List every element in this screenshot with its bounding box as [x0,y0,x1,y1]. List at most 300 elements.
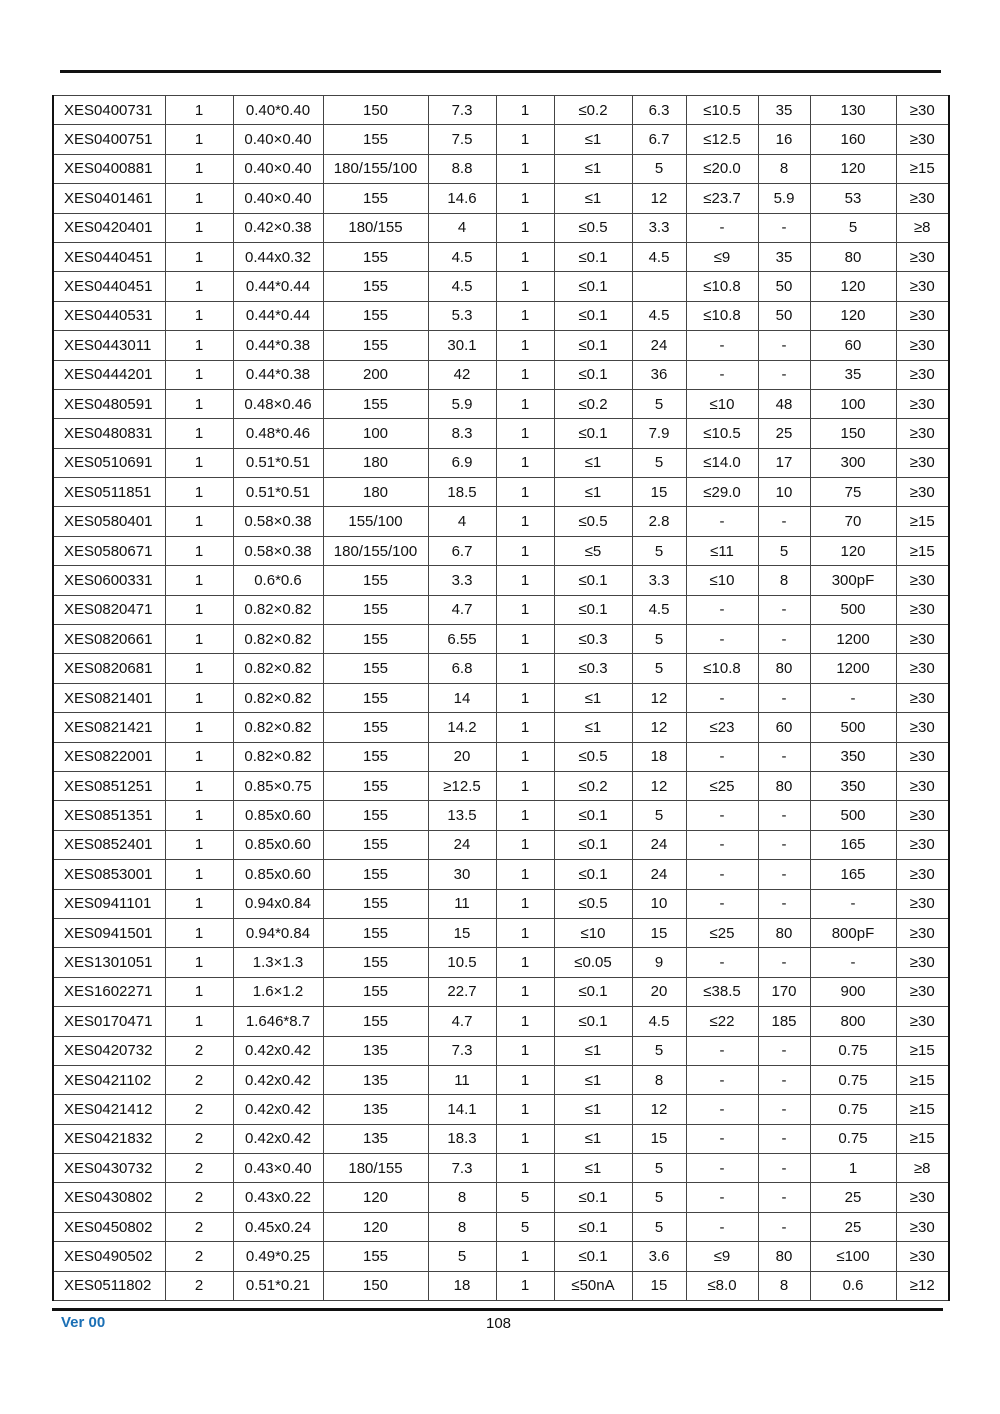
table-cell: ≥15 [896,154,949,183]
table-cell: - [758,1212,810,1241]
part-number-cell: XES0600331 [53,566,165,595]
part-number-cell: XES1301051 [53,948,165,977]
table-cell: 180 [323,478,428,507]
table-cell: 155 [323,683,428,712]
table-cell: 0.82×0.82 [233,654,323,683]
table-cell: - [758,742,810,771]
table-cell: 24 [632,830,686,859]
table-row [53,154,949,183]
table-cell: 4.7 [428,1007,496,1036]
table-cell: ≥30 [896,389,949,418]
table-cell: 120 [810,272,896,301]
table-cell: 5 [632,389,686,418]
table-row [53,301,949,330]
table-cell: 5 [810,213,896,242]
table-cell: ≥30 [896,272,949,301]
table-cell: ≤10.8 [686,272,758,301]
table-cell: 0.40×0.40 [233,184,323,213]
table-cell: 180/155/100 [323,536,428,565]
table-cell: 0.44*0.44 [233,301,323,330]
table-cell: ≤1 [554,1095,632,1124]
table-cell: 20 [632,977,686,1006]
table-cell: ≥15 [896,1036,949,1065]
table-cell: 0.85×0.75 [233,771,323,800]
table-row [53,389,949,418]
table-row [53,889,949,918]
table-row [53,654,949,683]
table-cell: 22.7 [428,977,496,1006]
table-cell: 0.45x0.24 [233,1212,323,1241]
table-cell: - [686,1095,758,1124]
table-cell: 155 [323,242,428,271]
table-cell: ≥30 [896,1212,949,1241]
part-number-cell: XES0421412 [53,1095,165,1124]
table-cell: 100 [323,419,428,448]
table-cell: 0.43×0.40 [233,1154,323,1183]
table-cell: ≥30 [896,625,949,654]
table-cell: 1 [165,301,233,330]
table-cell: ≤0.2 [554,96,632,125]
table-row [53,331,949,360]
table-cell: ≤0.1 [554,830,632,859]
table-cell: 120 [323,1212,428,1241]
table-cell: 120 [810,536,896,565]
table-cell: 155 [323,301,428,330]
table-cell: 300pF [810,566,896,595]
table-cell: - [758,860,810,889]
table-cell: ≤0.5 [554,213,632,242]
table-cell: 1 [496,654,554,683]
table-cell: 30 [428,860,496,889]
table-cell: 24 [428,830,496,859]
table-cell: 155 [323,595,428,624]
part-number-cell: XES0853001 [53,860,165,889]
table-cell: 1 [165,331,233,360]
table-cell: 8 [758,154,810,183]
table-cell: 0.85x0.60 [233,801,323,830]
table-cell: ≥30 [896,977,949,1006]
table-cell: 1 [496,184,554,213]
table-cell: 0.85x0.60 [233,860,323,889]
table-cell: ≥30 [896,566,949,595]
table-cell: ≤1 [554,184,632,213]
table-cell: ≥30 [896,125,949,154]
part-number-cell: XES0440451 [53,242,165,271]
part-number-cell: XES0420401 [53,213,165,242]
table-cell: 24 [632,331,686,360]
table-cell: 1 [496,713,554,742]
table-cell: ≥30 [896,713,949,742]
table-cell: 180/155/100 [323,154,428,183]
table-cell: - [686,948,758,977]
spec-table-body [53,96,949,1301]
table-cell: 900 [810,977,896,1006]
table-cell: 155 [323,977,428,1006]
table-cell: 10.5 [428,948,496,977]
table-cell: 16 [758,125,810,154]
table-cell: ≥12.5 [428,771,496,800]
table-cell: 1 [496,977,554,1006]
table-cell: ≥30 [896,242,949,271]
part-number-cell: XES0480831 [53,419,165,448]
table-cell: 5 [632,536,686,565]
table-cell: 4.5 [632,595,686,624]
table-cell: 1 [165,448,233,477]
table-cell: 1 [165,360,233,389]
table-cell: 60 [810,331,896,360]
table-cell: ≥30 [896,595,949,624]
table-cell: 18.3 [428,1124,496,1153]
table-cell: 2 [165,1154,233,1183]
table-cell: 155 [323,331,428,360]
table-cell: 1 [165,96,233,125]
part-number-cell: XES0444201 [53,360,165,389]
part-number-cell: XES0480591 [53,389,165,418]
table-cell: ≤0.2 [554,389,632,418]
table-row [53,184,949,213]
table-cell: 1 [496,625,554,654]
table-cell: 0.42×0.38 [233,213,323,242]
table-cell: - [758,1154,810,1183]
table-cell: - [758,213,810,242]
table-cell: ≤0.1 [554,801,632,830]
table-cell: 5.9 [428,389,496,418]
table-row [53,683,949,712]
table-cell: - [686,801,758,830]
table-cell: ≤10.8 [686,654,758,683]
table-cell: 155 [323,625,428,654]
table-cell: 135 [323,1095,428,1124]
part-number-cell: XES0510691 [53,448,165,477]
table-cell: 5 [496,1183,554,1212]
table-cell: 5 [632,654,686,683]
part-number-cell: XES0421832 [53,1124,165,1153]
table-cell: ≤0.1 [554,566,632,595]
table-cell: ≤10 [554,918,632,947]
table-cell: 0.75 [810,1095,896,1124]
table-cell: 1 [165,977,233,1006]
table-cell: 155 [323,801,428,830]
table-cell: 70 [810,507,896,536]
table-cell: 1 [165,125,233,154]
table-cell: ≤8.0 [686,1271,758,1300]
table-cell: 1 [165,713,233,742]
table-cell: ≤0.3 [554,654,632,683]
table-cell: 9 [632,948,686,977]
table-cell: 155 [323,125,428,154]
table-cell: 1 [496,860,554,889]
table-cell: 0.43x0.22 [233,1183,323,1212]
table-cell: - [686,625,758,654]
part-number-cell: XES0941501 [53,918,165,947]
table-row [53,771,949,800]
table-cell: 8 [632,1065,686,1094]
table-cell: ≥15 [896,1095,949,1124]
table-cell: 150 [810,419,896,448]
table-cell: 25 [758,419,810,448]
table-cell: 1 [165,742,233,771]
table-cell: ≤1 [554,154,632,183]
table-cell: 0.40×0.40 [233,154,323,183]
part-number-cell: XES0430802 [53,1183,165,1212]
part-number-cell: XES0511851 [53,478,165,507]
table-cell: 4.5 [428,242,496,271]
table-row [53,830,949,859]
part-number-cell: XES0852401 [53,830,165,859]
part-number-cell: XES0443011 [53,331,165,360]
table-cell: - [686,213,758,242]
table-cell: 5 [428,1242,496,1271]
version-label: Ver 00 [61,1314,106,1331]
table-cell: 13.5 [428,801,496,830]
table-cell: ≤0.1 [554,595,632,624]
table-cell: 14.6 [428,184,496,213]
table-cell: 25 [810,1183,896,1212]
table-cell: - [686,683,758,712]
table-cell: ≤0.1 [554,301,632,330]
table-cell: 165 [810,830,896,859]
table-cell: ≥30 [896,830,949,859]
table-row [53,125,949,154]
table-cell: 0.48*0.46 [233,419,323,448]
table-cell: 1 [165,389,233,418]
table-cell: 2 [165,1065,233,1094]
table-cell: 4 [428,507,496,536]
table-cell: 1 [165,242,233,271]
table-row [53,478,949,507]
table-cell: - [810,889,896,918]
table-cell: 1 [496,301,554,330]
table-cell: 0.94x0.84 [233,889,323,918]
table-cell: 5 [632,1154,686,1183]
part-number-cell: XES1602271 [53,977,165,1006]
table-cell: 18 [632,742,686,771]
table-cell: ≤20.0 [686,154,758,183]
table-cell: ≥30 [896,184,949,213]
table-cell: 1 [165,595,233,624]
spec-table-container [52,95,948,1301]
table-cell: ≥30 [896,360,949,389]
part-number-cell: XES0820661 [53,625,165,654]
table-row [53,96,949,125]
table-cell: - [758,1183,810,1212]
table-cell: 155 [323,889,428,918]
table-cell: ≤1 [554,448,632,477]
table-cell: 0.75 [810,1065,896,1094]
table-cell: 0.85x0.60 [233,830,323,859]
table-row [53,625,949,654]
table-cell: - [758,507,810,536]
table-cell: ≥15 [896,507,949,536]
table-cell: ≥15 [896,536,949,565]
table-cell: 1 [165,918,233,947]
table-cell: ≥30 [896,331,949,360]
table-row [53,1271,949,1300]
table-cell: 1 [165,213,233,242]
table-cell: 300 [810,448,896,477]
table-cell: ≥12 [896,1271,949,1300]
table-cell: 10 [758,478,810,507]
table-cell: 1 [165,1007,233,1036]
table-row [53,1242,949,1271]
table-cell: 1 [165,478,233,507]
table-cell: 800 [810,1007,896,1036]
table-cell: ≤23.7 [686,184,758,213]
table-cell: ≥30 [896,448,949,477]
table-cell: 0.44*0.38 [233,331,323,360]
table-cell: - [686,360,758,389]
table-cell: 0.82×0.82 [233,742,323,771]
table-cell: 80 [810,242,896,271]
table-cell: 1 [496,595,554,624]
table-cell: 3.3 [428,566,496,595]
table-cell: 1 [165,507,233,536]
table-cell: 4.5 [632,1007,686,1036]
table-cell: ≥30 [896,1183,949,1212]
table-cell: ≤1 [554,1154,632,1183]
table-cell: ≤23 [686,713,758,742]
table-cell: 155 [323,272,428,301]
table-cell: ≤0.1 [554,272,632,301]
table-cell: 155 [323,566,428,595]
table-cell: 0.48×0.46 [233,389,323,418]
table-cell: 1 [165,889,233,918]
table-cell: ≤1 [554,1036,632,1065]
table-cell: 150 [323,1271,428,1300]
table-cell: 35 [810,360,896,389]
table-cell: 14 [428,683,496,712]
table-cell: 1 [496,96,554,125]
table-cell: - [686,1065,758,1094]
table-cell: 0.51*0.51 [233,448,323,477]
table-cell: - [758,331,810,360]
table-cell: 0.58×0.38 [233,507,323,536]
table-cell: ≤1 [554,1065,632,1094]
table-row [53,419,949,448]
table-cell: 30.1 [428,331,496,360]
table-cell: 1 [496,918,554,947]
table-cell: 1 [496,742,554,771]
table-row [53,536,949,565]
part-number-cell: XES0580401 [53,507,165,536]
table-cell: - [686,1154,758,1183]
table-cell: 12 [632,713,686,742]
table-cell: 1 [496,889,554,918]
table-cell: 0.82×0.82 [233,713,323,742]
table-row [53,242,949,271]
table-cell: 1 [496,360,554,389]
table-cell: ≤0.1 [554,1212,632,1241]
table-cell: 1 [165,536,233,565]
table-cell: 48 [758,389,810,418]
table-row [53,713,949,742]
table-cell: ≤0.1 [554,419,632,448]
table-cell: - [810,683,896,712]
table-cell: 1 [165,948,233,977]
table-cell: - [686,331,758,360]
table-cell: 50 [758,301,810,330]
table-cell: ≥30 [896,301,949,330]
page-number: 108 [486,1315,512,1332]
table-cell: 3.3 [632,213,686,242]
table-cell: 12 [632,683,686,712]
table-cell: 4.5 [632,301,686,330]
table-cell: 2 [165,1271,233,1300]
table-row [53,948,949,977]
table-cell: 0.75 [810,1036,896,1065]
table-cell: 120 [810,301,896,330]
table-cell: - [686,595,758,624]
part-number-cell: XES0170471 [53,1007,165,1036]
table-cell: 155 [323,1007,428,1036]
table-cell: 1 [165,154,233,183]
table-cell: 8 [758,566,810,595]
table-row [53,595,949,624]
table-cell: 0.40*0.40 [233,96,323,125]
table-row [53,742,949,771]
table-cell: 1 [165,801,233,830]
table-cell: 1 [165,654,233,683]
table-cell: ≥30 [896,1007,949,1036]
table-cell: 350 [810,771,896,800]
table-cell: 80 [758,918,810,947]
table-cell: 7.3 [428,1154,496,1183]
table-cell: - [686,1212,758,1241]
table-cell: 15 [632,918,686,947]
table-row [53,977,949,1006]
table-cell: 2 [165,1212,233,1241]
table-cell: 0.51*0.51 [233,478,323,507]
table-cell: 6.9 [428,448,496,477]
table-cell: 14.1 [428,1095,496,1124]
table-cell: 1 [496,242,554,271]
part-number-cell: XES0440451 [53,272,165,301]
table-cell: ≥30 [896,948,949,977]
table-cell: 11 [428,889,496,918]
table-cell: - [810,948,896,977]
table-cell: 155 [323,389,428,418]
table-cell: 1 [496,154,554,183]
table-cell: 1 [496,389,554,418]
table-cell: - [686,889,758,918]
table-cell: 350 [810,742,896,771]
table-cell: 1 [496,1036,554,1065]
table-row [53,1036,949,1065]
table-cell: 35 [758,96,810,125]
table-cell: - [686,860,758,889]
table-cell: ≥30 [896,918,949,947]
table-cell: 12 [632,771,686,800]
table-cell: 180 [323,448,428,477]
part-number-cell: XES0821401 [53,683,165,712]
table-cell: 1 [165,184,233,213]
table-cell: ≤1 [554,478,632,507]
table-cell: 80 [758,1242,810,1271]
table-cell: 170 [758,977,810,1006]
part-number-cell: XES0820471 [53,595,165,624]
table-cell: - [686,830,758,859]
table-cell: ≥8 [896,213,949,242]
table-cell: 4.5 [428,272,496,301]
table-cell: 0.58×0.38 [233,536,323,565]
table-cell: ≤1 [554,1124,632,1153]
table-cell: 15 [632,478,686,507]
table-cell: 1 [165,830,233,859]
table-cell: 165 [810,860,896,889]
table-cell: ≤25 [686,918,758,947]
table-cell: 1.3×1.3 [233,948,323,977]
table-cell: 4.7 [428,595,496,624]
